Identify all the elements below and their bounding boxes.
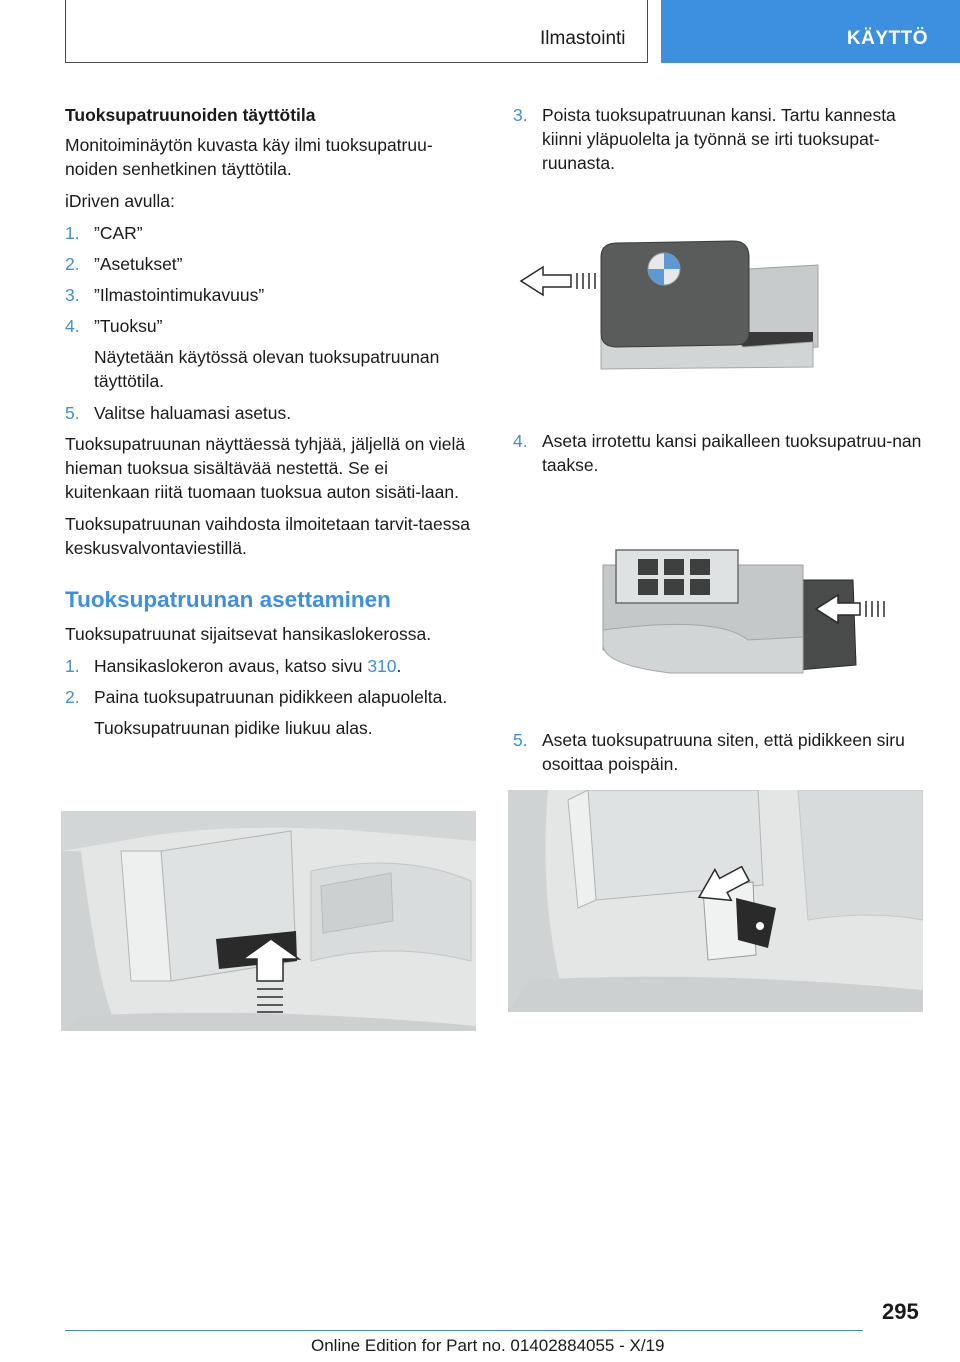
intro-text: Monitoiminäytön kuvasta käy ilmi tuoksupatruu-noiden senhetkinen täyttötila. bbox=[65, 135, 433, 179]
list-item: 4. ”Tuoksu” bbox=[65, 316, 163, 336]
location-text: Tuoksupatruunat sijaitsevat hansikaslokerossa. bbox=[65, 624, 432, 644]
edition-text: Online Edition for Part no. 01402884055 - X/19 bbox=[311, 1336, 665, 1355]
page-link[interactable]: 310 bbox=[367, 656, 397, 676]
page-number: 295 bbox=[882, 1299, 919, 1324]
left-column bbox=[65, 103, 477, 748]
list-item: 1. Hansikaslokeron avaus, katso sivu 310. bbox=[65, 656, 402, 676]
section-title: Ilmastointi bbox=[540, 28, 626, 49]
list-item: 5. Aseta tuoksupatruuna siten, että pidikkeen siru osoittaa poispäin. bbox=[513, 730, 905, 774]
list-item: 2. Paina tuoksupatruunan pidikkeen alapuolelta. bbox=[65, 687, 448, 707]
list-item: 1. ”CAR” bbox=[65, 223, 143, 243]
right-column-step5 bbox=[513, 728, 931, 783]
cartridge-cover-removal-illustration bbox=[513, 237, 823, 377]
fill-level-heading: Tuoksupatruunoiden täyttötila bbox=[65, 105, 316, 125]
step4-note: Näytetään käytössä olevan tuoksupatruunan täyttötila. bbox=[94, 347, 440, 391]
empty-note: Tuoksupatruunan näyttäessä tyhjää, jäljellä on vielä hieman tuoksua sisältävää nestettä. Se ei kuitenkaan riitä tuomaan tuoksua auton sisäti-laan. bbox=[65, 434, 466, 502]
footer-rule bbox=[65, 1330, 863, 1331]
cover-reattach-illustration bbox=[598, 545, 898, 675]
section-heading: Tuoksupatruunan asettaminen bbox=[65, 587, 391, 612]
list-item: 3. Poista tuoksupatruunan kansi. Tartu kannesta kiinni yläpuolelta ja työnnä se irti tuoksupat-ruunasta. bbox=[513, 105, 896, 173]
chapter-label: KÄYTTÖ bbox=[846, 28, 928, 49]
list-item: 5. Valitse haluamasi asetus. bbox=[65, 403, 292, 423]
list-item: 3. ”Ilmastointimukavuus” bbox=[65, 285, 265, 305]
list-item: 4. Aseta irrotettu kansi paikalleen tuoksupatruu-nan taakse. bbox=[513, 431, 922, 475]
cartridge-insert-illustration bbox=[508, 790, 923, 1012]
right-column-step4 bbox=[513, 429, 931, 484]
glovebox-illustration bbox=[61, 811, 476, 1031]
list-item: 2. ”Asetukset” bbox=[65, 254, 183, 274]
right-column-step3 bbox=[513, 103, 931, 182]
replace-note: Tuoksupatruunan vaihdosta ilmoitetaan tarvit-taessa keskusvalvontaviestillä. bbox=[65, 514, 470, 558]
chapter-tab[interactable] bbox=[661, 0, 960, 63]
step2-note: Tuoksupatruunan pidike liukuu alas. bbox=[94, 718, 373, 738]
idrive-text: iDriven avulla: bbox=[65, 191, 175, 211]
